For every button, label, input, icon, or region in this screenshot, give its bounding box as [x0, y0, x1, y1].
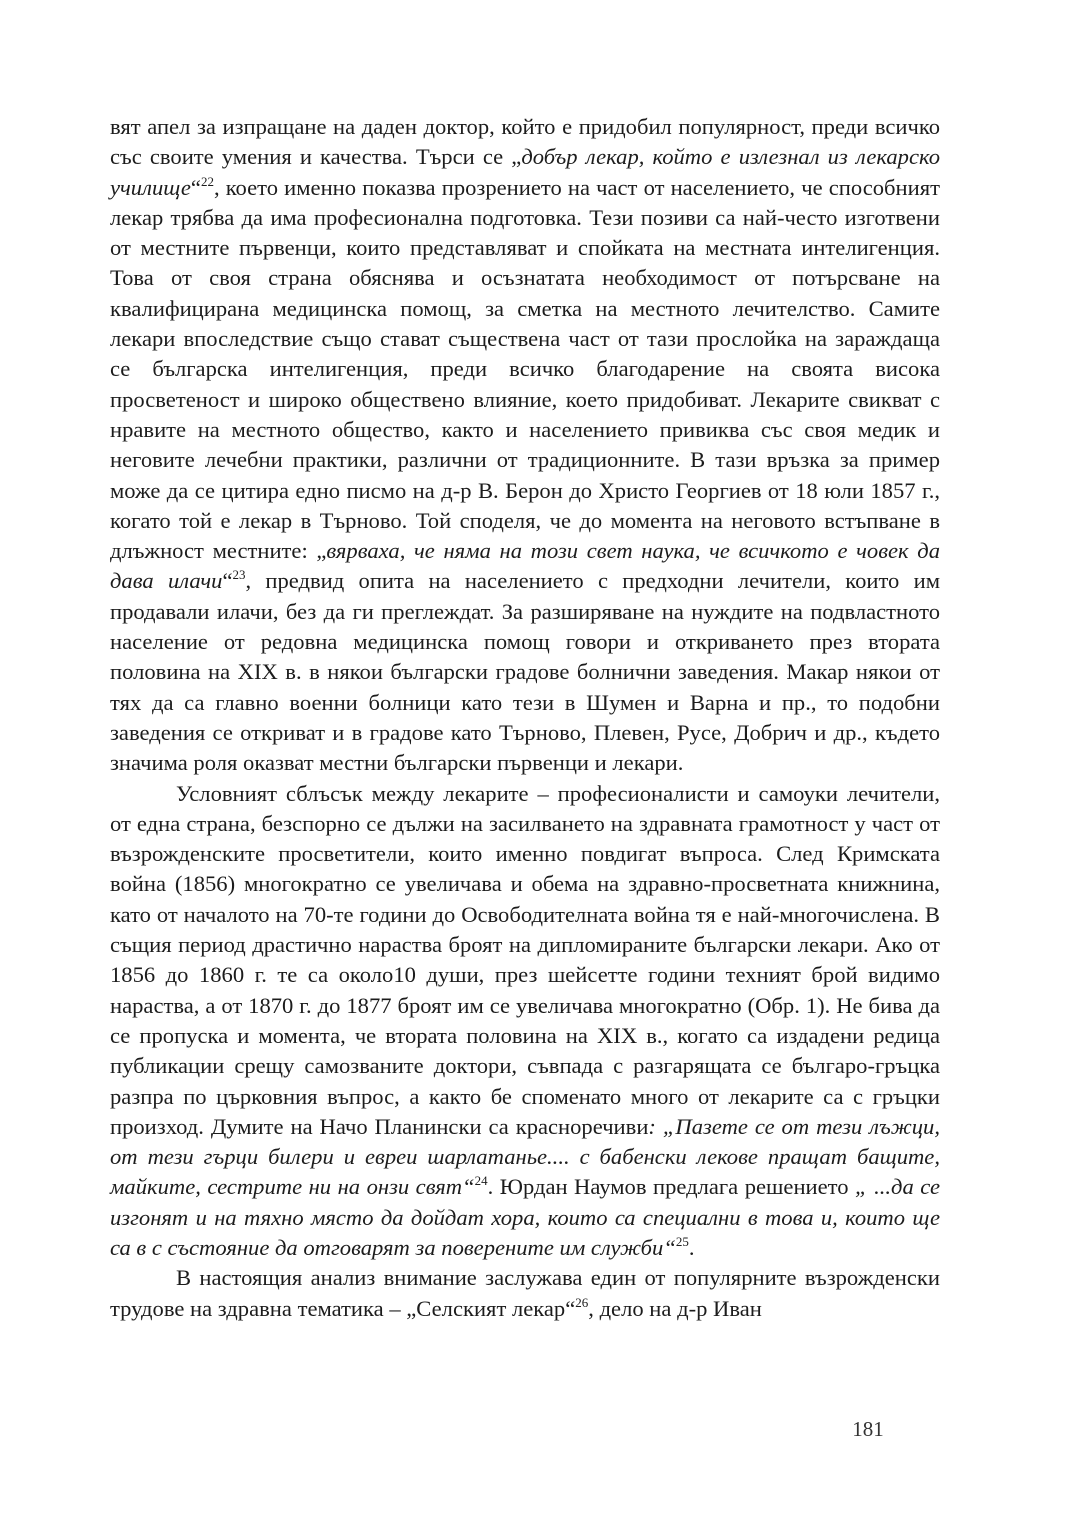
text-run: “ [190, 174, 201, 200]
page-number: 181 [852, 1417, 884, 1441]
article-body [110, 112, 940, 1324]
footnote-ref-26: 26 [575, 1294, 589, 1310]
footnote-ref-23: 23 [232, 567, 246, 583]
text-run: , предвид опита на населението с предходни лечители, които им продавали илачи, без да ги преглеждат. За разширяване на нуждите на подвластното население от редовна медицинска помощ говори и откриването през втората половина на XIX в. в някои български градове болнични заведения. Макар някои от тях да са главно военни болници като тези в Шумен и Варна и пр., то подобни заведения се откриват и в градове като Търново, Плевен, Русе, Добрич и др., където значима роля оказват местни български първенци и лекари. [110, 568, 940, 776]
quote-run: „ ...да се изгонят и на тяхно място да дойдат хора, които са специални в това и, които ще са в с състояние да отговарят за поверените им служби“ [110, 1174, 940, 1260]
text-run: “ [222, 568, 233, 594]
text-run: вят апел за изпращане на даден доктор, който е придобил популярност, преди всичко със своите умения и качества. Търси се „ [110, 114, 940, 170]
text-run: . Юрдан Наумов предлага решението [487, 1174, 856, 1200]
quote-run: добър лекар, който е излезнал из лекарско училище [110, 144, 940, 200]
footnote-ref-24: 24 [474, 1173, 488, 1189]
text-run: , което именно показва прозрението на част от населението, че способният лекар трябва да има професионална подготовка. Тези позиви са най-често изготвени от местните първенци, които представляват и спойката на местната интелигенция. Това от своя страна обяснява и осъзнатата необходимост от потърсване на квалифицирана медицинска помощ, за сметка на местното лечителство. Самите лекари впоследствие също стават съществена част от тази прослойка на зараждаща се българска интелигенция, преди всичко благодарение на своята висока просветеност и широко обществено влияние, което придобиват. Лекарите свикват с нравите на местното общество, както и населението привиква със своя медик и неговите лечебни практики, различни от традиционните. В тази връзка за пример може да се цитира едно писмо на д-р В. Берон до Христо Георгиев от 18 юли 1857 г., когато той е лекар в Търново. Той споделя, че до момента на неговото встъпване в длъжност местните: „ [110, 174, 940, 564]
text-run: . [688, 1234, 695, 1260]
text-run: Условният сблъсък между лекарите – професионалисти и самоуки лечители, от една страна, безспорно се дължи на засилването на здравната грамотност у част от възрожденските просветители, които именно повдигат въпроса. След Кримската война (1856) многократно се увеличава и обема на здравно-просветната книжнина, като от началото на 70-те години до Освободителната война тя е най-многочислена. В същия период драстично нараства броят на дипломираните български лекари. Ако от 1856 до 1860 г. те са около10 души, през шейсетте години техният брой видимо нараства, а от 1870 г. до 1877 броят им се увеличава многократно (Обр. 1). Не бива да се пропуска и момента, че втората половина на XIX в., когато са издадени редица публикации срещу самозваните доктори, съвпада с разгарящата се българо-гръцка разпра по църковния въпрос, а както бе споменато много от лекарите са с гръцки произход. Думите на Начо Планински са красноречиви [110, 780, 940, 1139]
paragraph-3 [110, 1263, 940, 1324]
paragraph-2 [110, 779, 940, 1264]
text-run: , дело на д-р Иван [588, 1295, 762, 1321]
quote-run: : „Пазете се от тези лъжци, от тези гърци билери и евреи шарлатанье.... с бабенски лекове пращат бащите, майките, сестрите ни на онзи свят“ [110, 1113, 941, 1200]
footnote-ref-22: 22 [200, 173, 214, 189]
text-run: В настоящия анализ внимание заслужава един от популярните възрожденски трудове на здравна тематика – „Селският лекар“ [110, 1265, 940, 1321]
footnote-ref-25: 25 [675, 1233, 689, 1249]
quote-run: вярваха, че няма на този свет наука, че всичкото е човек да дава илачи [110, 538, 940, 594]
paragraph-1 [110, 112, 940, 779]
